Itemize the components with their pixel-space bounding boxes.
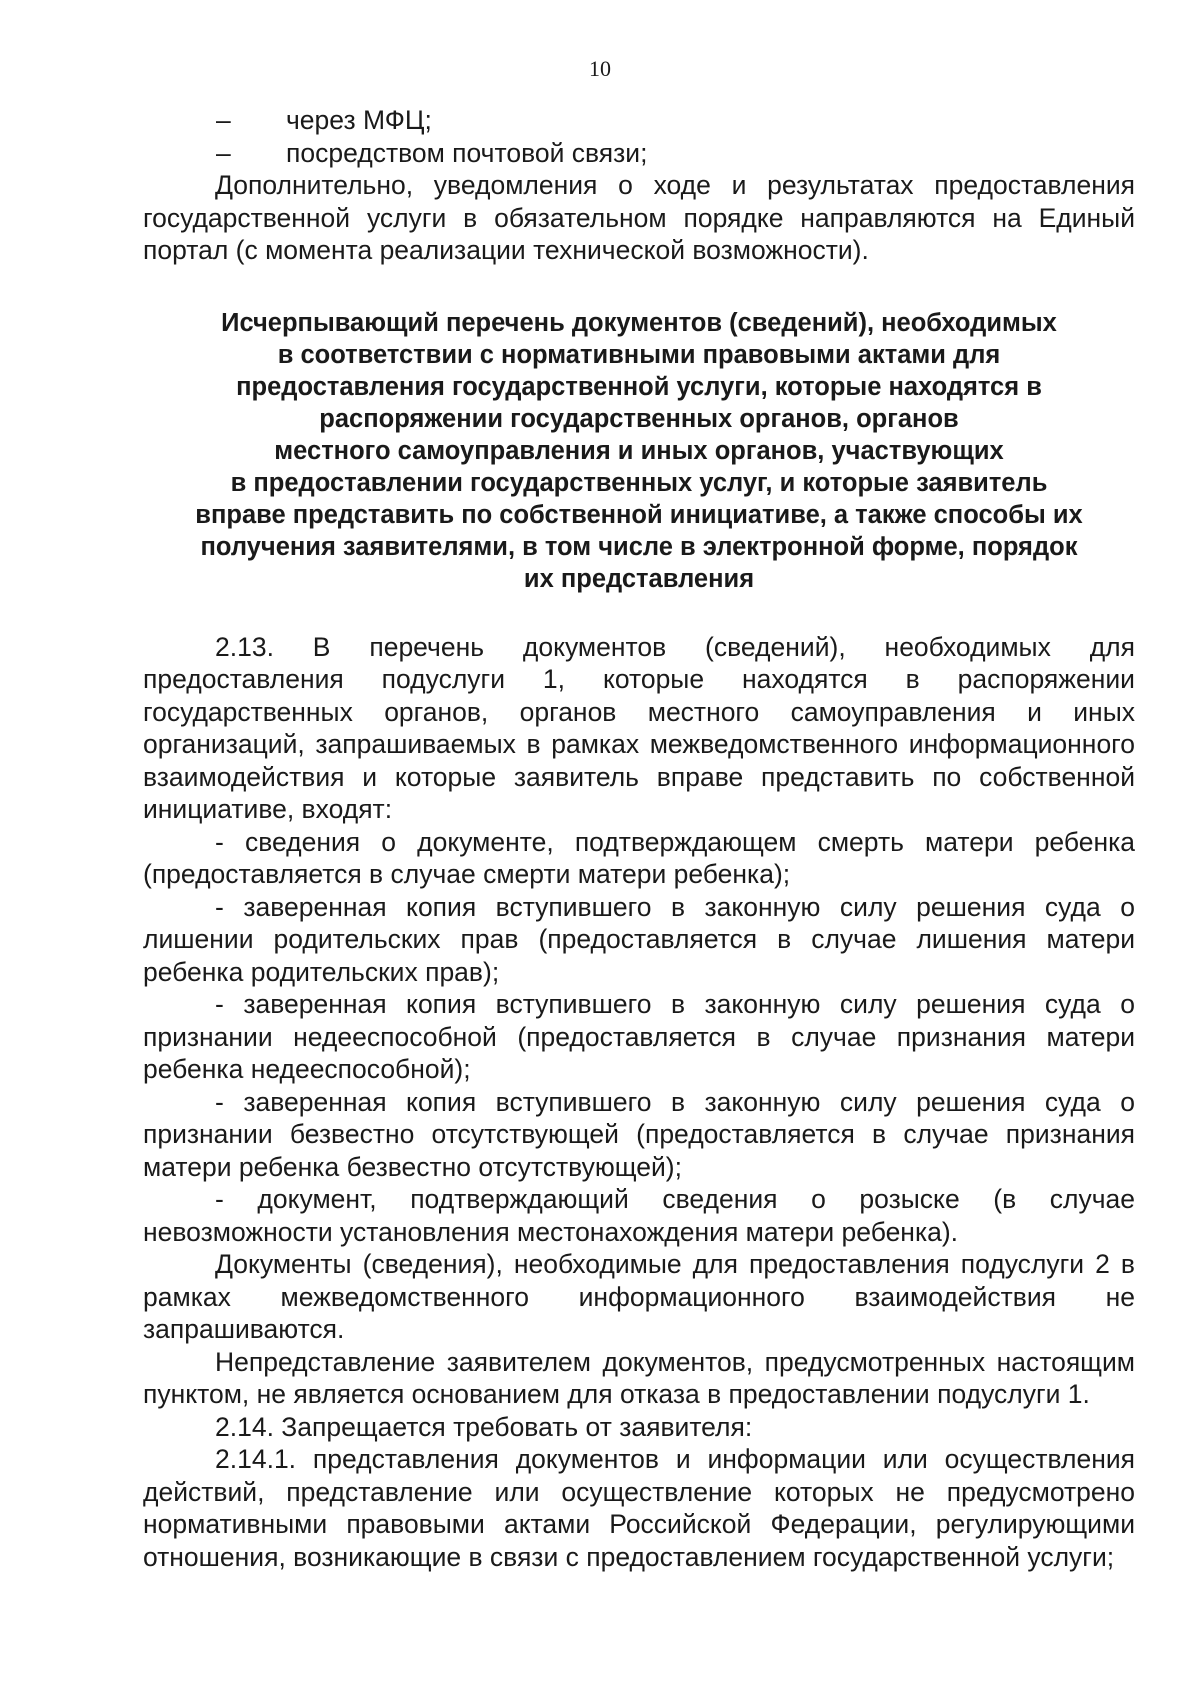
heading-line: предоставления государственной услуги, которые находятся в <box>236 372 1042 401</box>
paragraph-2-13: 2.13. В перечень документов (сведений), необходимых для предоставления подуслуги 1, которые находятся в распоряжении государственных органов, органов местного самоуправления и иных организаций, запрашиваемых в рамках межведомственного информационного взаимодействия и которые заявитель вправе представить по собственной инициативе, входят: <box>143 631 1135 824</box>
document-body <box>143 104 1135 1573</box>
delivery-methods-list <box>143 104 1135 169</box>
heading-line: местного самоуправления и иных органов, участвующих <box>274 436 1004 465</box>
paragraph-2-14-1: 2.14.1. представления документов и информации или осуществления действий, представление или осуществление которых не предусмотрено нормативными правовыми актами Российской Федерации, регулирующими отношения, возникающие в связи с предоставлением государственной услуги; <box>143 1444 1135 1572</box>
heading-line: их представления <box>523 564 755 593</box>
list-item-text: через МФЦ; <box>286 105 432 135</box>
list-dash: – <box>216 137 231 168</box>
heading-line: в предоставлении государственных услуг, и которые заявитель <box>230 468 1048 497</box>
paragraph-death-certificate: - сведения о документе, подтверждающем смерть матери ребенка (предоставляется в случае смерти матери ребенка); <box>143 826 1135 889</box>
notifications-paragraph: Дополнительно, уведомления о ходе и результатах предоставления государственной услуги в обязательном порядке направляются на Единый портал (с момента реализации технической возможности). <box>143 170 1135 265</box>
heading-line: вправе представить по собственной инициативе, а также способы их <box>195 500 1083 529</box>
paragraph-missing: - заверенная копия вступившего в законную силу решения суда о признании безвестно отсутствующей (предоставляется в случае признания матери ребенка безвестно отсутствующей); <box>143 1086 1135 1182</box>
heading-line: Исчерпывающий перечень документов (сведений), необходимых <box>221 308 1057 337</box>
list-dash: – <box>216 105 231 135</box>
heading-line: в соответствии с нормативными правовыми актами для <box>277 340 1001 369</box>
list-item <box>216 137 1135 170</box>
section-heading <box>143 307 1135 595</box>
paragraph-non-submission: Непредставление заявителем документов, предусмотренных настоящим пунктом, не является основанием для отказа в предоставлении подуслуги 1. <box>143 1346 1135 1409</box>
paragraph-2-14: 2.14. Запрещается требовать от заявителя: <box>215 1411 753 1442</box>
page-number: 10 <box>589 56 611 81</box>
heading-line: получения заявителями, в том числе в электронной форме, порядок <box>200 532 1078 561</box>
paragraph-subservice-2: Документы (сведения), необходимые для предоставления подуслуги 2 в рамках межведомственного информационного взаимодействия не запрашиваются. <box>143 1249 1135 1344</box>
paragraph-search: - документ, подтверждающий сведения о розыске (в случае невозможности установления местонахождения матери ребенка). <box>143 1184 1135 1247</box>
paragraph-incapacity: - заверенная копия вступившего в законную силу решения суда о признании недееспособной (предоставляется в случае признания матери ребенка недееспособной); <box>143 989 1135 1084</box>
list-item-text: посредством почтовой связи; <box>286 137 648 168</box>
heading-line: распоряжении государственных органов, органов <box>319 404 959 433</box>
paragraph-parental-rights: - заверенная копия вступившего в законную силу решения суда о лишении родительских прав (предоставляется в случае лишения матери ребенка родительских прав); <box>143 891 1135 987</box>
list-item <box>216 104 1135 137</box>
